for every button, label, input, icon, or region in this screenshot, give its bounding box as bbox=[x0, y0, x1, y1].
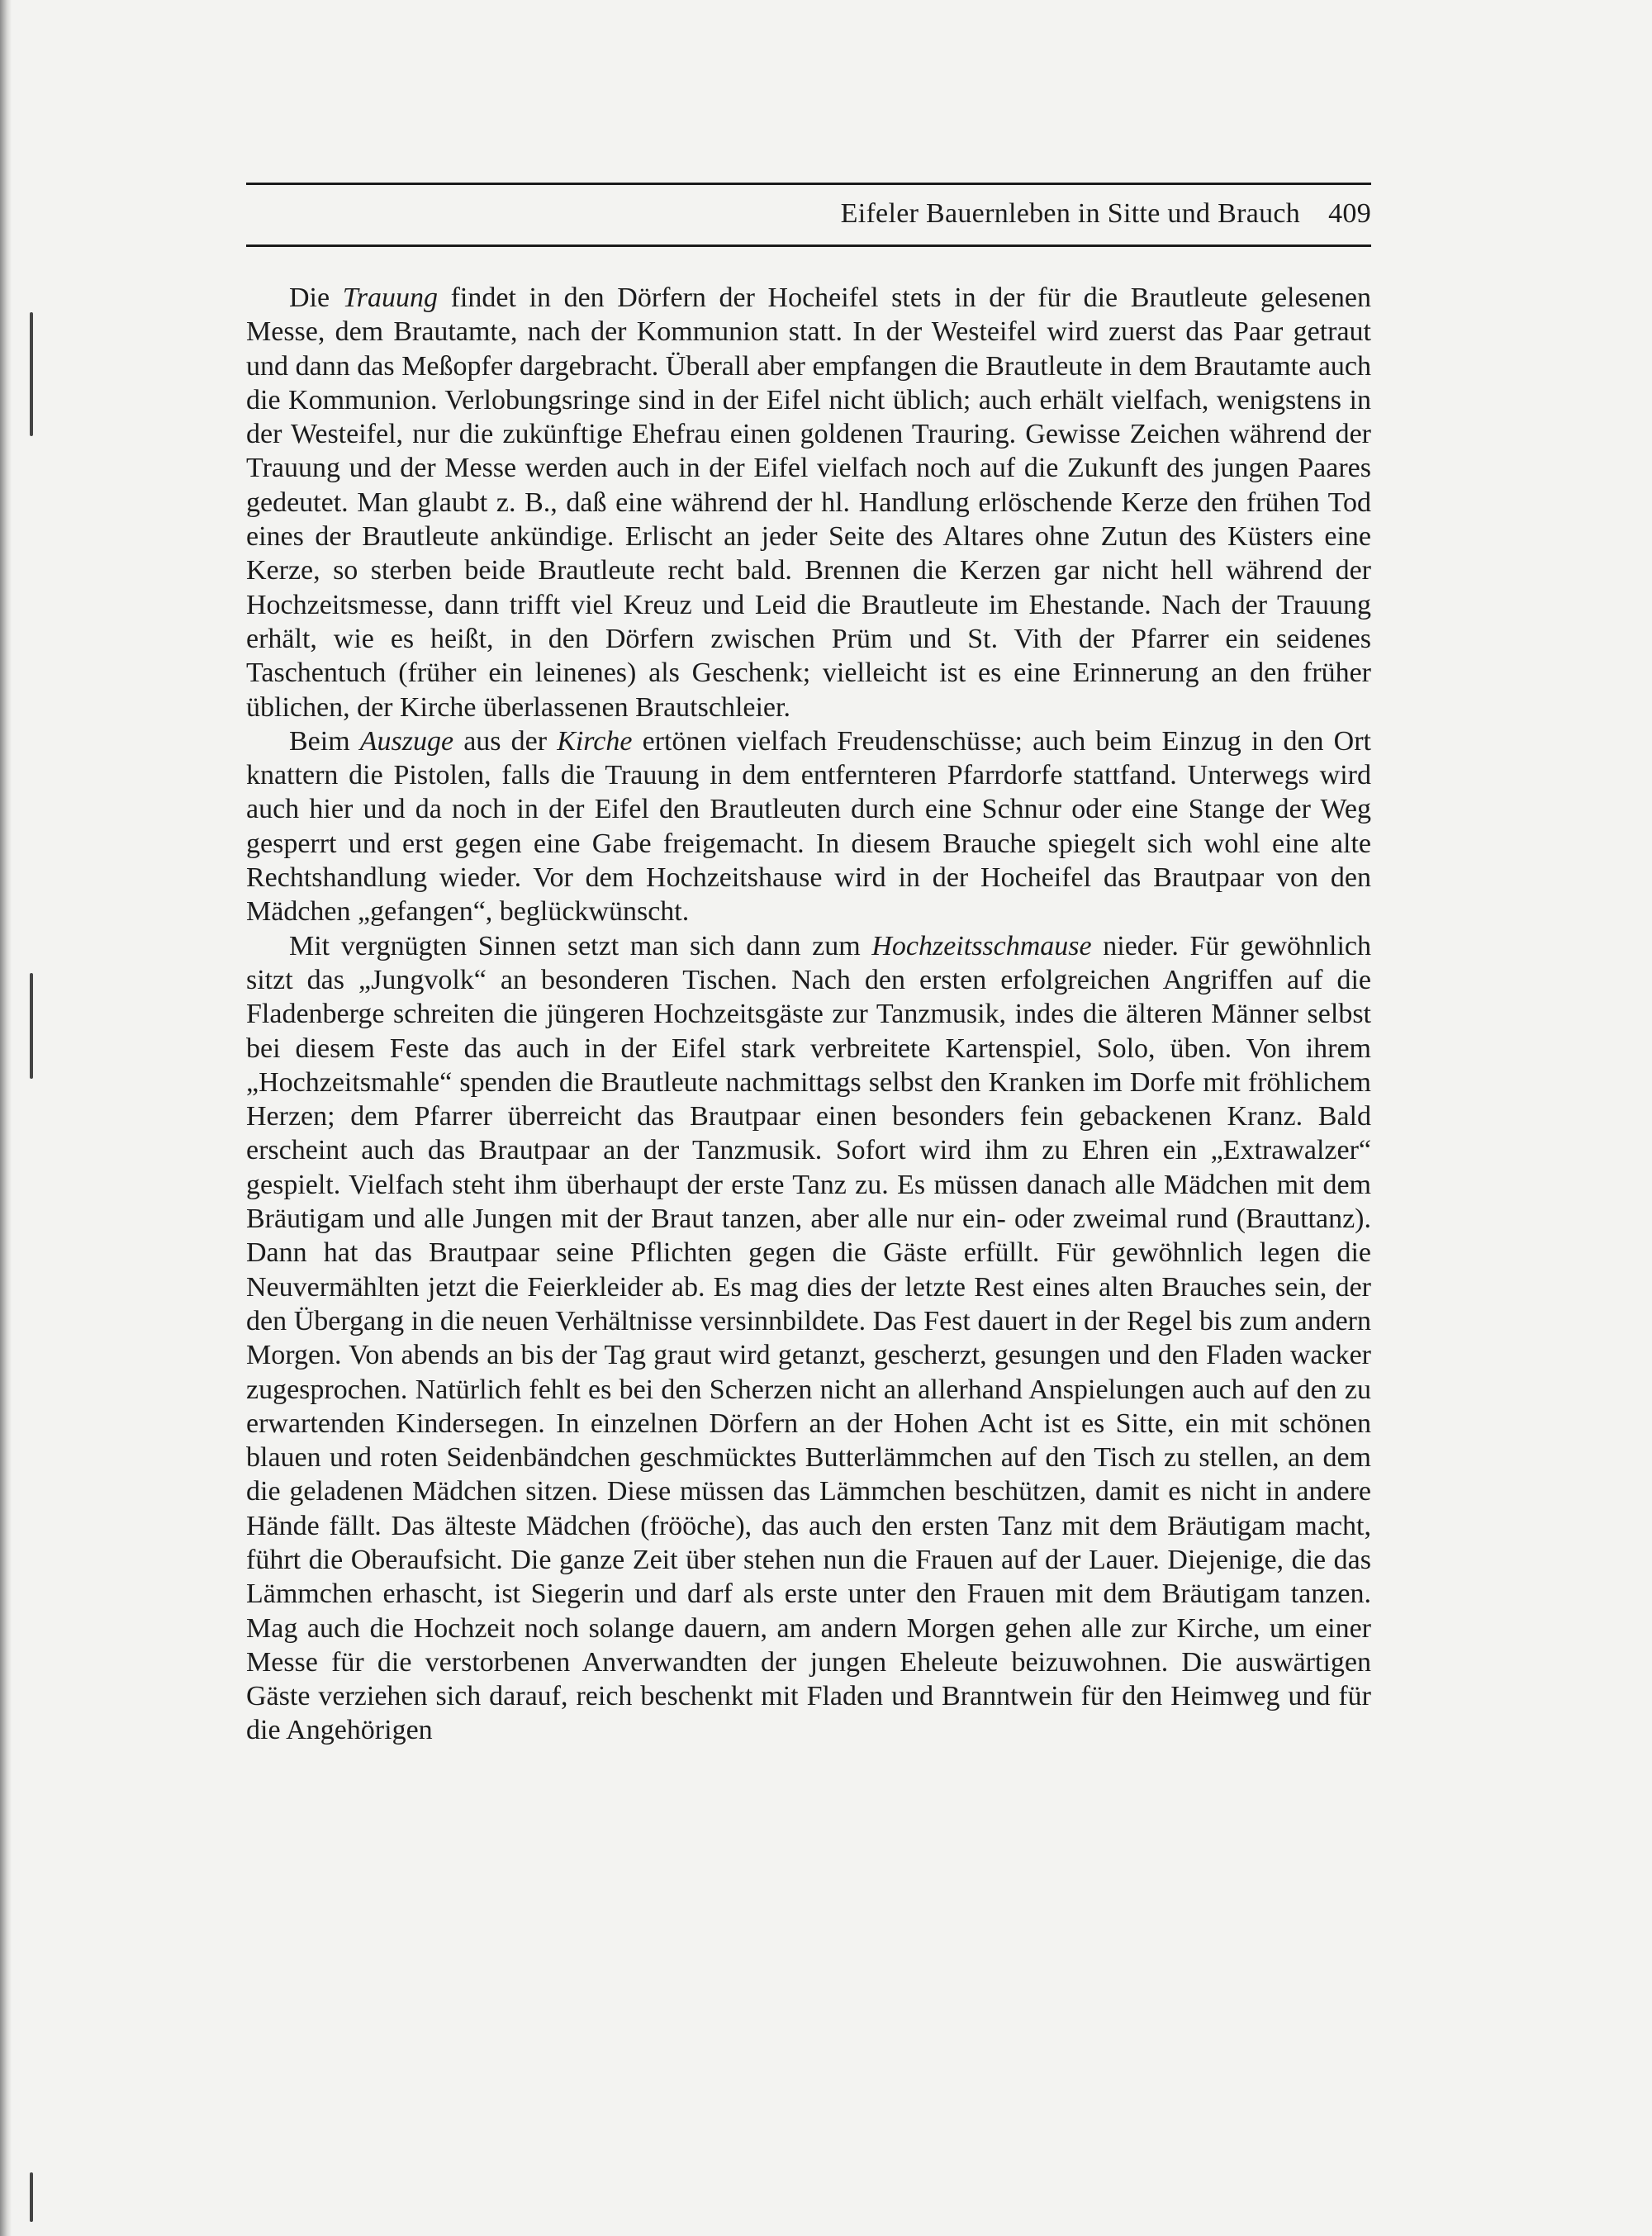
emphasis-hochzeitsschmause: Hochzeitsschmause bbox=[871, 930, 1092, 961]
running-header bbox=[246, 198, 1371, 230]
text-run: Beim bbox=[289, 725, 360, 757]
page-edge bbox=[0, 0, 12, 2236]
running-title: Eifeler Bauernleben in Sitte und Brauch bbox=[840, 198, 1301, 229]
text-run: findet in den Dörfern der Hocheifel stets in der für die Brautleute gelesenen Messe, dem Brautamte, nach der Kommunion statt. In der Westeifel wird zuerst das Paar getraut und dann das Meßopfer dargebracht. Überall aber empfangen die Brautleute in dem Brautamte auch die Kommunion. Verlobungsringe sind in der Eifel nicht üblich; auch erhält vielfach, wenigstens in der Westeifel, nur die zukünftige Ehefrau einen goldenen Trauring. Gewisse Zeichen während der Trauung und der Messe werden auch in der Eifel vielfach noch auf die Zukunft des jungen Paares gedeutet. Man glaubt z. B., daß eine während der hl. Handlung erlöschende Kerze den frühen Tod eines der Brautleute ankündige. Erlischt an jeder Seite des Altares ohne Zutun des Küsters eine Kerze, so sterben beide Brautleute recht bald. Brennen die Kerzen gar nicht hell während der Hochzeitsmesse, dann trifft viel Kreuz und Leid die Brautleute im Ehestande. Nach der Trauung erhält, wie es heißt, in den Dörfern zwischen Prüm und St. Vith der Pfarrer ein seidenes Taschentuch (früher ein leinenes) als Geschenk; vielleicht ist es eine Erinnerung an den früher üblichen, der Kirche überlassenen Brautschleier. bbox=[246, 282, 1371, 723]
paragraph bbox=[246, 724, 1371, 929]
margin-mark bbox=[30, 312, 33, 436]
header-top-rule bbox=[246, 183, 1371, 185]
header-bottom-rule bbox=[246, 244, 1371, 247]
text-run: Die bbox=[289, 282, 343, 313]
margin-mark bbox=[30, 2172, 33, 2222]
text-run: nieder. Für gewöhnlich sitzt das „Jungvolk“ an besonderen Tischen. Nach den ersten erfolgreichen Angriffen auf die Fladenberge schreiten die jüngeren Hochzeitsgäste zur Tanzmusik, indes die älteren Männer selbst bei diesem Feste das auch in der Eifel stark verbreitete Kartenspiel, Solo, üben. Von ihrem „Hochzeitsmahle“ spenden die Brautleute nachmittags selbst den Kranken im Dorfe mit fröhlichem Herzen; dem Pfarrer überreicht das Brautpaar einen besonders fein gebackenen Kranz. Bald erscheint auch das Brautpaar an der Tanzmusik. Sofort wird ihm zu Ehren ein „Extrawalzer“ gespielt. Vielfach steht ihm überhaupt der erste Tanz zu. Es müssen danach alle Mädchen mit dem Bräutigam und alle Jungen mit der Braut tanzen, aber alle nur ein- oder zweimal rund (Brauttanz). Dann hat das Brautpaar seine Pflichten gegen die Gäste erfüllt. Für gewöhnlich legen die Neuvermählten jetzt die Feierkleider ab. Es mag dies der letzte Rest eines alten Brauches sein, der den Übergang in die neuen Verhältnisse versinnbildete. Das Fest dauert in der Regel bis zum andern Morgen. Von abends an bis der Tag graut wird getanzt, gescherzt, gesungen und den Fladen wacker zugesprochen. Natürlich fehlt es bei den Scherzen nicht an allerhand Anspielungen auch auf den zu erwartenden Kindersegen. In einzelnen Dörfern an der Hohen Acht ist es Sitte, ein mit schönen blauen und roten Seidenbändchen geschmücktes Butterlämmchen auf den Tisch zu stellen, an dem die geladenen Mädchen sitzen. Diese müssen das Lämmchen beschützen, damit es nicht in andere Hände fällt. Das älteste Mädchen (frööche), das auch den ersten Tanz mit dem Bräutigam macht, führt die Oberaufsicht. Die ganze Zeit über stehen nun die Frauen auf der Lauer. Diejenige, die das Lämmchen erhascht, ist Siegerin und darf als erste unter den Frauen mit dem Bräutigam tanzen. Mag auch die Hochzeit noch solange dauern, am andern Morgen gehen alle zur Kirche, um einer Messe für die verstorbenen Anverwandten der jungen Eheleute beizuwohnen. Die auswärtigen Gäste verziehen sich darauf, reich beschenkt mit Fladen und Branntwein für den Heimweg und für die Angehörigen bbox=[246, 930, 1371, 1746]
paragraph bbox=[246, 929, 1371, 1748]
page-number: 409 bbox=[1328, 198, 1371, 229]
emphasis-auszuge: Auszuge bbox=[359, 725, 454, 757]
margin-mark bbox=[30, 973, 33, 1079]
text-run: ertönen vielfach Freudenschüsse; auch beim Einzug in den Ort knattern die Pistolen, falls die Trauung in dem entfernteren Pfarrdorfe stattfand. Unterwegs wird auch hier und da noch in der Eifel den Brautleuten durch eine Schnur oder eine Stange der Weg gesperrt und erst gegen eine Gabe freigemacht. In diesem Brauche spiegelt sich wohl eine alte Rechtshandlung wieder. Vor dem Hochzeitshause wird in der Hocheifel das Brautpaar von den Mädchen „gefangen“, beglückwünscht. bbox=[246, 725, 1371, 928]
body-text bbox=[246, 281, 1371, 1748]
text-run: aus der bbox=[453, 725, 558, 757]
text-run: Mit vergnügten Sinnen setzt man sich dann zum bbox=[289, 930, 872, 961]
emphasis-kirche: Kirche bbox=[557, 725, 633, 757]
emphasis-trauung: Trauung bbox=[342, 282, 438, 313]
paragraph bbox=[246, 281, 1371, 724]
